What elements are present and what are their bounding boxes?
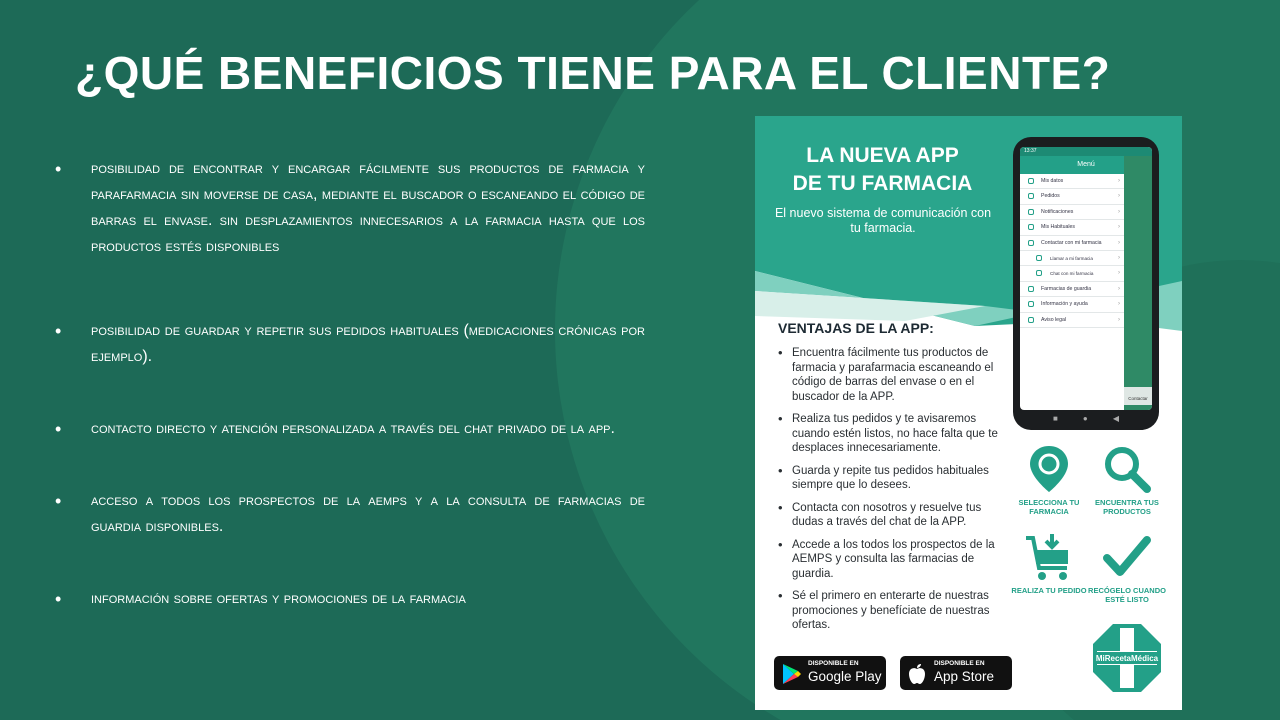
ventaja-item: • Guarda y repite tus pedidos habituales siempre que lo desees. [777,464,1002,493]
nav-back-icon: ◀ [1112,414,1119,423]
chevron-right-icon: › [1118,316,1120,323]
menu-item-icon [1036,270,1042,276]
phone-statusbar: 13:37 [1020,147,1152,156]
phone-menu-item [1020,220,1124,235]
phone-menu-item [1020,174,1124,189]
ventajas-title: VENTAJAS DE LA APP: [778,320,934,336]
phone-screen [1020,147,1152,410]
menu-item-label: Mis Habituales [1041,224,1076,231]
menu-item-label: Llamar a mi farmacia [1050,255,1093,261]
chevron-right-icon: › [1118,270,1120,277]
map-pin-icon [1027,444,1071,494]
ventaja-item: • Accede a los todos los prospectos de la AEMPS y consulta las farmacias de guardia. [777,538,1002,582]
phone-menu-item [1020,251,1124,266]
feature-label: REALIZA TU PEDIDO [1011,586,1087,595]
feature-find-products [1087,444,1167,516]
menu-item-label: Aviso legal [1041,316,1066,323]
flyer-headline-line: LA NUEVA APP [806,144,959,167]
phone-menu-list [1020,174,1124,328]
logo-text: MiRecetaMédica [1095,654,1159,663]
chevron-right-icon: › [1118,254,1120,261]
menu-item-icon [1036,255,1042,261]
feature-select-pharmacy [1009,444,1089,516]
phone-menu-item [1020,236,1124,251]
chevron-right-icon: › [1118,301,1120,308]
menu-item-icon [1028,286,1034,292]
chevron-right-icon: › [1118,193,1120,200]
apple-icon [908,663,926,685]
phone-menu-item [1020,313,1124,328]
benefit-text: posibilidad de encontrar y encargar fácilmente sus productos de farmacia y parafarmacia sin moverse de casa, mediante el buscador o escaneando el código de barras el envase. sin desplazamientos innecesarios a la farmacia hasta que los productos estés disponibles [91,160,645,255]
nav-square-icon: ■ [1053,414,1058,423]
menu-item-label: Notificaciones [1041,208,1074,215]
phone-menu-item [1020,189,1124,204]
menu-item-label: Contactar con mi farmacia [1041,239,1102,246]
phone-menu-header: Menú [1020,156,1152,174]
benefit-item [55,488,645,540]
google-play-badge [774,656,886,690]
phone-mockup [1013,137,1159,430]
phone-menu-item [1020,282,1124,297]
slide-title: ¿QUÉ BENEFICIOS TIENE PARA EL CLIENTE? [75,47,1111,99]
ventaja-item: • Contacta con nosotros y resuelve tus dudas a través del chat de la APP. [777,501,1002,530]
menu-item-icon [1028,301,1034,307]
checkmark-icon [1102,532,1152,582]
ventajas-list [777,346,1002,641]
menu-item-label: Farmacias de guardia [1041,285,1092,292]
benefit-text: información sobre ofertas y promociones de la farmacia [91,590,466,607]
menu-item-icon [1028,209,1034,215]
phone-contactar-button: Contactar [1124,387,1152,405]
ventaja-item: • Realiza tus pedidos y te avisaremos cuando estén listos, no hace falta que te desplaces innecesariamente. [777,412,1002,456]
google-play-small-text: DISPONIBLE EN [808,660,859,667]
benefits-list [55,156,645,612]
phone-menu-item [1020,297,1124,312]
menu-item-icon [1028,193,1034,199]
benefit-text: acceso a todos los prospectos de la aemps y a la consulta de farmacias de guardia disponibles. [91,492,645,535]
app-store-badge [900,656,1012,690]
flyer-headline [775,142,990,198]
app-flyer-image [755,116,1182,710]
menu-item-icon [1028,240,1034,246]
feature-label: RECÓGELO CUANDO ESTÉ LISTO [1088,586,1166,604]
phone-menu-item [1020,205,1124,220]
nav-home-icon: ● [1082,414,1088,423]
google-play-icon [782,663,802,685]
menu-item-icon [1028,178,1034,184]
benefit-item [55,156,645,260]
benefit-text: posibilidad de guardar y repetir sus pedidos habituales (medicaciones crónicas por ejemplo). [91,322,645,365]
menu-item-label: Chat con mi farmacia [1050,271,1094,277]
chevron-right-icon: › [1118,178,1120,184]
magnifier-icon [1102,444,1152,494]
mirecetamedica-logo [1091,622,1163,694]
ventaja-item: • Sé el primero en enterarte de nuestras promociones y benefíciate de nuestras ofertas. [777,589,1002,633]
chevron-right-icon: › [1118,208,1120,215]
benefit-item [55,416,645,442]
chevron-right-icon: › [1118,285,1120,292]
feature-pick-up [1087,532,1167,604]
app-store-small-text: DISPONIBLE EN [934,660,985,667]
phone-side-panel [1124,156,1152,410]
phone-nav-bar [1053,414,1119,423]
feature-label: ENCUENTRA TUS PRODUCTOS [1095,498,1159,516]
benefit-item [55,318,645,370]
benefit-text: contacto directo y atención personalizada a través del chat privado de la app. [91,420,615,437]
google-play-big-text: Google Play [808,669,882,684]
menu-item-label: Pedidos [1041,193,1060,200]
chevron-right-icon: › [1118,239,1120,246]
app-store-big-text: App Store [934,669,995,684]
feature-label: SELECCIONA TU FARMACIA [1018,498,1080,516]
cart-icon [1023,532,1075,582]
feature-place-order [1009,532,1089,595]
flyer-headline-line: DE TU FARMACIA [792,172,973,195]
menu-item-label: Información y ayuda [1041,301,1088,308]
flyer-subtitle: El nuevo sistema de comunicación con tu farmacia. [774,206,992,235]
benefit-item [55,586,645,612]
menu-item-label: Mis datos [1041,178,1064,184]
phone-menu-item [1020,266,1124,281]
menu-item-icon [1028,317,1034,323]
chevron-right-icon: › [1118,224,1120,231]
ventaja-item: • Encuentra fácilmente tus productos de farmacia y parafarmacia escaneando el código de barras del envase o en el buscador de la APP. [777,346,1002,404]
menu-item-icon [1028,224,1034,230]
